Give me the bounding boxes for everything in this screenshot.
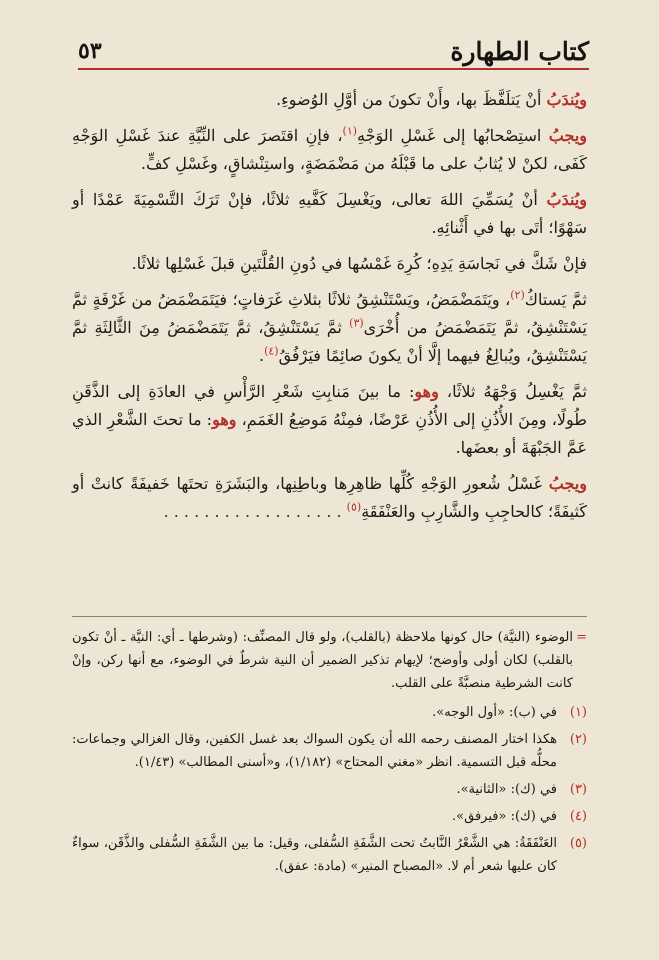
footnote-ref-4[interactable]: (٤)	[264, 344, 279, 358]
paragraph-5	[72, 286, 587, 370]
keyword: ويُندَبُ	[546, 190, 587, 209]
paragraph-text: ، ويَتَمَضْمَضُ، ويَسْتَنْشِقُ ثلاثًا بثلاثِ غَرَفاتٍ؛ فيَتَمَضْمَضُ من غَرْفَةٍ ثمَّ يَسْتَنْشِقُ، ثمَّ يَتَمَضْمَضُ من أُخْرَى	[72, 290, 587, 337]
paragraph-6	[72, 378, 587, 462]
footnote-number: (٢)	[569, 732, 587, 747]
footnotes	[72, 626, 587, 882]
footnote-ref-5[interactable]: (٥)	[346, 500, 362, 514]
paragraph-text: غَسْلُ شُعورِ الوَجْهِ كُلِّها ظاهِرِها وباطِنِها، والبَشَرَةِ تحتَها خَفيفَةً كانتْ أو كَثيفَةً؛ كالحاجِبِ والشَّارِبِ والعَنْفَقَةِ	[72, 474, 587, 521]
page-number: ٥٣	[78, 38, 102, 64]
keyword: ويجبُ	[548, 474, 587, 493]
paragraph-2	[72, 122, 587, 178]
footnote-number: (١)	[569, 705, 587, 720]
paragraph-7	[72, 470, 587, 526]
footnote-ref-2[interactable]: (٢)	[510, 288, 525, 302]
footnote-text: في (ك): «الثانية».	[456, 782, 557, 797]
page-header	[78, 28, 589, 70]
footnote-ref-1[interactable]: (١)	[342, 124, 358, 138]
footnote-text: في (ك): «فيرفق».	[452, 809, 557, 824]
footnote-item	[72, 728, 587, 774]
paragraph-3	[72, 186, 587, 242]
continuation-dots: . . . . . . . . . . . . . . . . . .	[163, 502, 347, 521]
paragraph-text: .	[258, 346, 265, 365]
footnote-item	[72, 701, 587, 724]
running-title: كتاب الطهارة	[450, 37, 589, 66]
paragraph-text: ، فإنِ اقتَصرَ على النِّيَّةِ عندَ غَسْلِ الوَجْهِ كَفَى، لكنْ لا يُثابُ على ما قَبْلَهُ من مَضْمَضَةٍ، واستِنْشاقٍ، وغَسْلِ كفٍّ.	[72, 126, 587, 173]
paragraph-text: استِصْحابُها إلى غَسْلِ الوَجْهِ	[357, 126, 549, 145]
paragraph-text: ثمَّ يَغْسِلُ وَجْهَهُ ثلاثًا،	[438, 382, 587, 401]
paragraph-text: : ما تحتَ الشَّعْرِ الذي عَمَّ الجَبْهَةَ أو بعضَها.	[72, 410, 587, 457]
keyword: وهو	[414, 382, 439, 401]
keyword: وهو	[212, 410, 237, 429]
paragraph-text: : ما بينَ مَنابِتِ شَعْرِ الرَّأْسِ في العادَةِ إلى الذَّقَنِ طُولًا، ومِنَ الأُذُنِ إلى الأُذُنِ عَرْضًا، فمِنْهُ مَوضِعُ الغَمَمِ،	[72, 382, 587, 429]
keyword: ويُندَبُ	[546, 90, 587, 109]
footnote-number: (٣)	[569, 782, 587, 797]
footnote-text: في (ب): «أول الوجه».	[432, 705, 557, 720]
footnote-item	[72, 778, 587, 801]
footnote-item	[72, 832, 587, 878]
keyword: ويجبُ	[548, 126, 587, 145]
footnote-text: الوضوء (النيَّة) حال كونها ملاحظة (بالقلب)، ولو قال المصنِّف: (وشرطها ـ أي: النيَّة ـ أنْ تكون بالقلب) لكان أولى وأوضح؛ لإيهام تذكير الضمير أن النية شرطٌ في الوضوء، مع أنها ركن، وإنْ كانت الشرطية منصبَّةً على القلب.	[72, 630, 573, 691]
footnote-number: (٥)	[569, 836, 587, 851]
paragraph-text: فإنْ شَكَّ في نَجاسَةِ يَدِهِ؛ كُرِهَ غَمْسُها في دُونِ القُلَّتَينِ قبلَ غَسْلِها ثلاثًا.	[131, 254, 587, 273]
footnote-text: هكذا اختار المصنف رحمه الله أن يكون السواك بعد غسل الكفين، وقال الغزالي وجماعات: محلُّه قبل التسمية. انظر «مغني المحتاج» (١/١٨٢)، و«أسنى المطالب» (١/٤٣).	[72, 732, 557, 770]
paragraph-text: ثمَّ يَستاكُ	[524, 290, 587, 309]
paragraph-4	[72, 250, 587, 278]
footnote-number: (٤)	[569, 809, 587, 824]
footnote-item	[72, 805, 587, 828]
paragraph-text: أنْ يُسَمِّيَ اللهَ تعالى، ويَغْسِلَ كَفَّيهِ ثلاثًا، فإنْ تَرَكَ التَّسْمِيَةَ عَمْدًا أو سَهْوًا؛ أتَى بها في أَثْنائِهِ.	[72, 190, 587, 237]
paragraph-1	[72, 86, 587, 114]
paragraph-text: ثمَّ يَسْتَنْشِقُ، ثمَّ يَتَمَضْمَضُ مِنَ الثَّالِثَةِ ثمَّ يَسْتَنْشِقُ، ويُبالِغُ فيهما إلَّا أنْ يكونَ صائِمًا فيَرْفُقُ	[72, 318, 587, 365]
continuation-mark: =	[576, 630, 587, 645]
footnote-divider	[72, 616, 587, 617]
footnote-continuation	[72, 626, 587, 695]
main-text	[72, 86, 587, 534]
footnote-text: العَنْفَقَةُ: هي الشَّعْرُ النَّابتُ تحت الشَّفَةِ السُّفلى، وقيل: ما بين الشَّفَةِ السُّفلى والذَّقَن، سواءٌ كان عليها شعر أم لا. «المصباح المنير» (مادة: عفق).	[72, 836, 557, 874]
footnote-ref-3[interactable]: (٣)	[349, 316, 364, 330]
paragraph-text: أنْ يَتلَفَّظَ بها، وأَنْ تكونَ من أوَّلِ الوُضوءِ.	[276, 90, 547, 109]
